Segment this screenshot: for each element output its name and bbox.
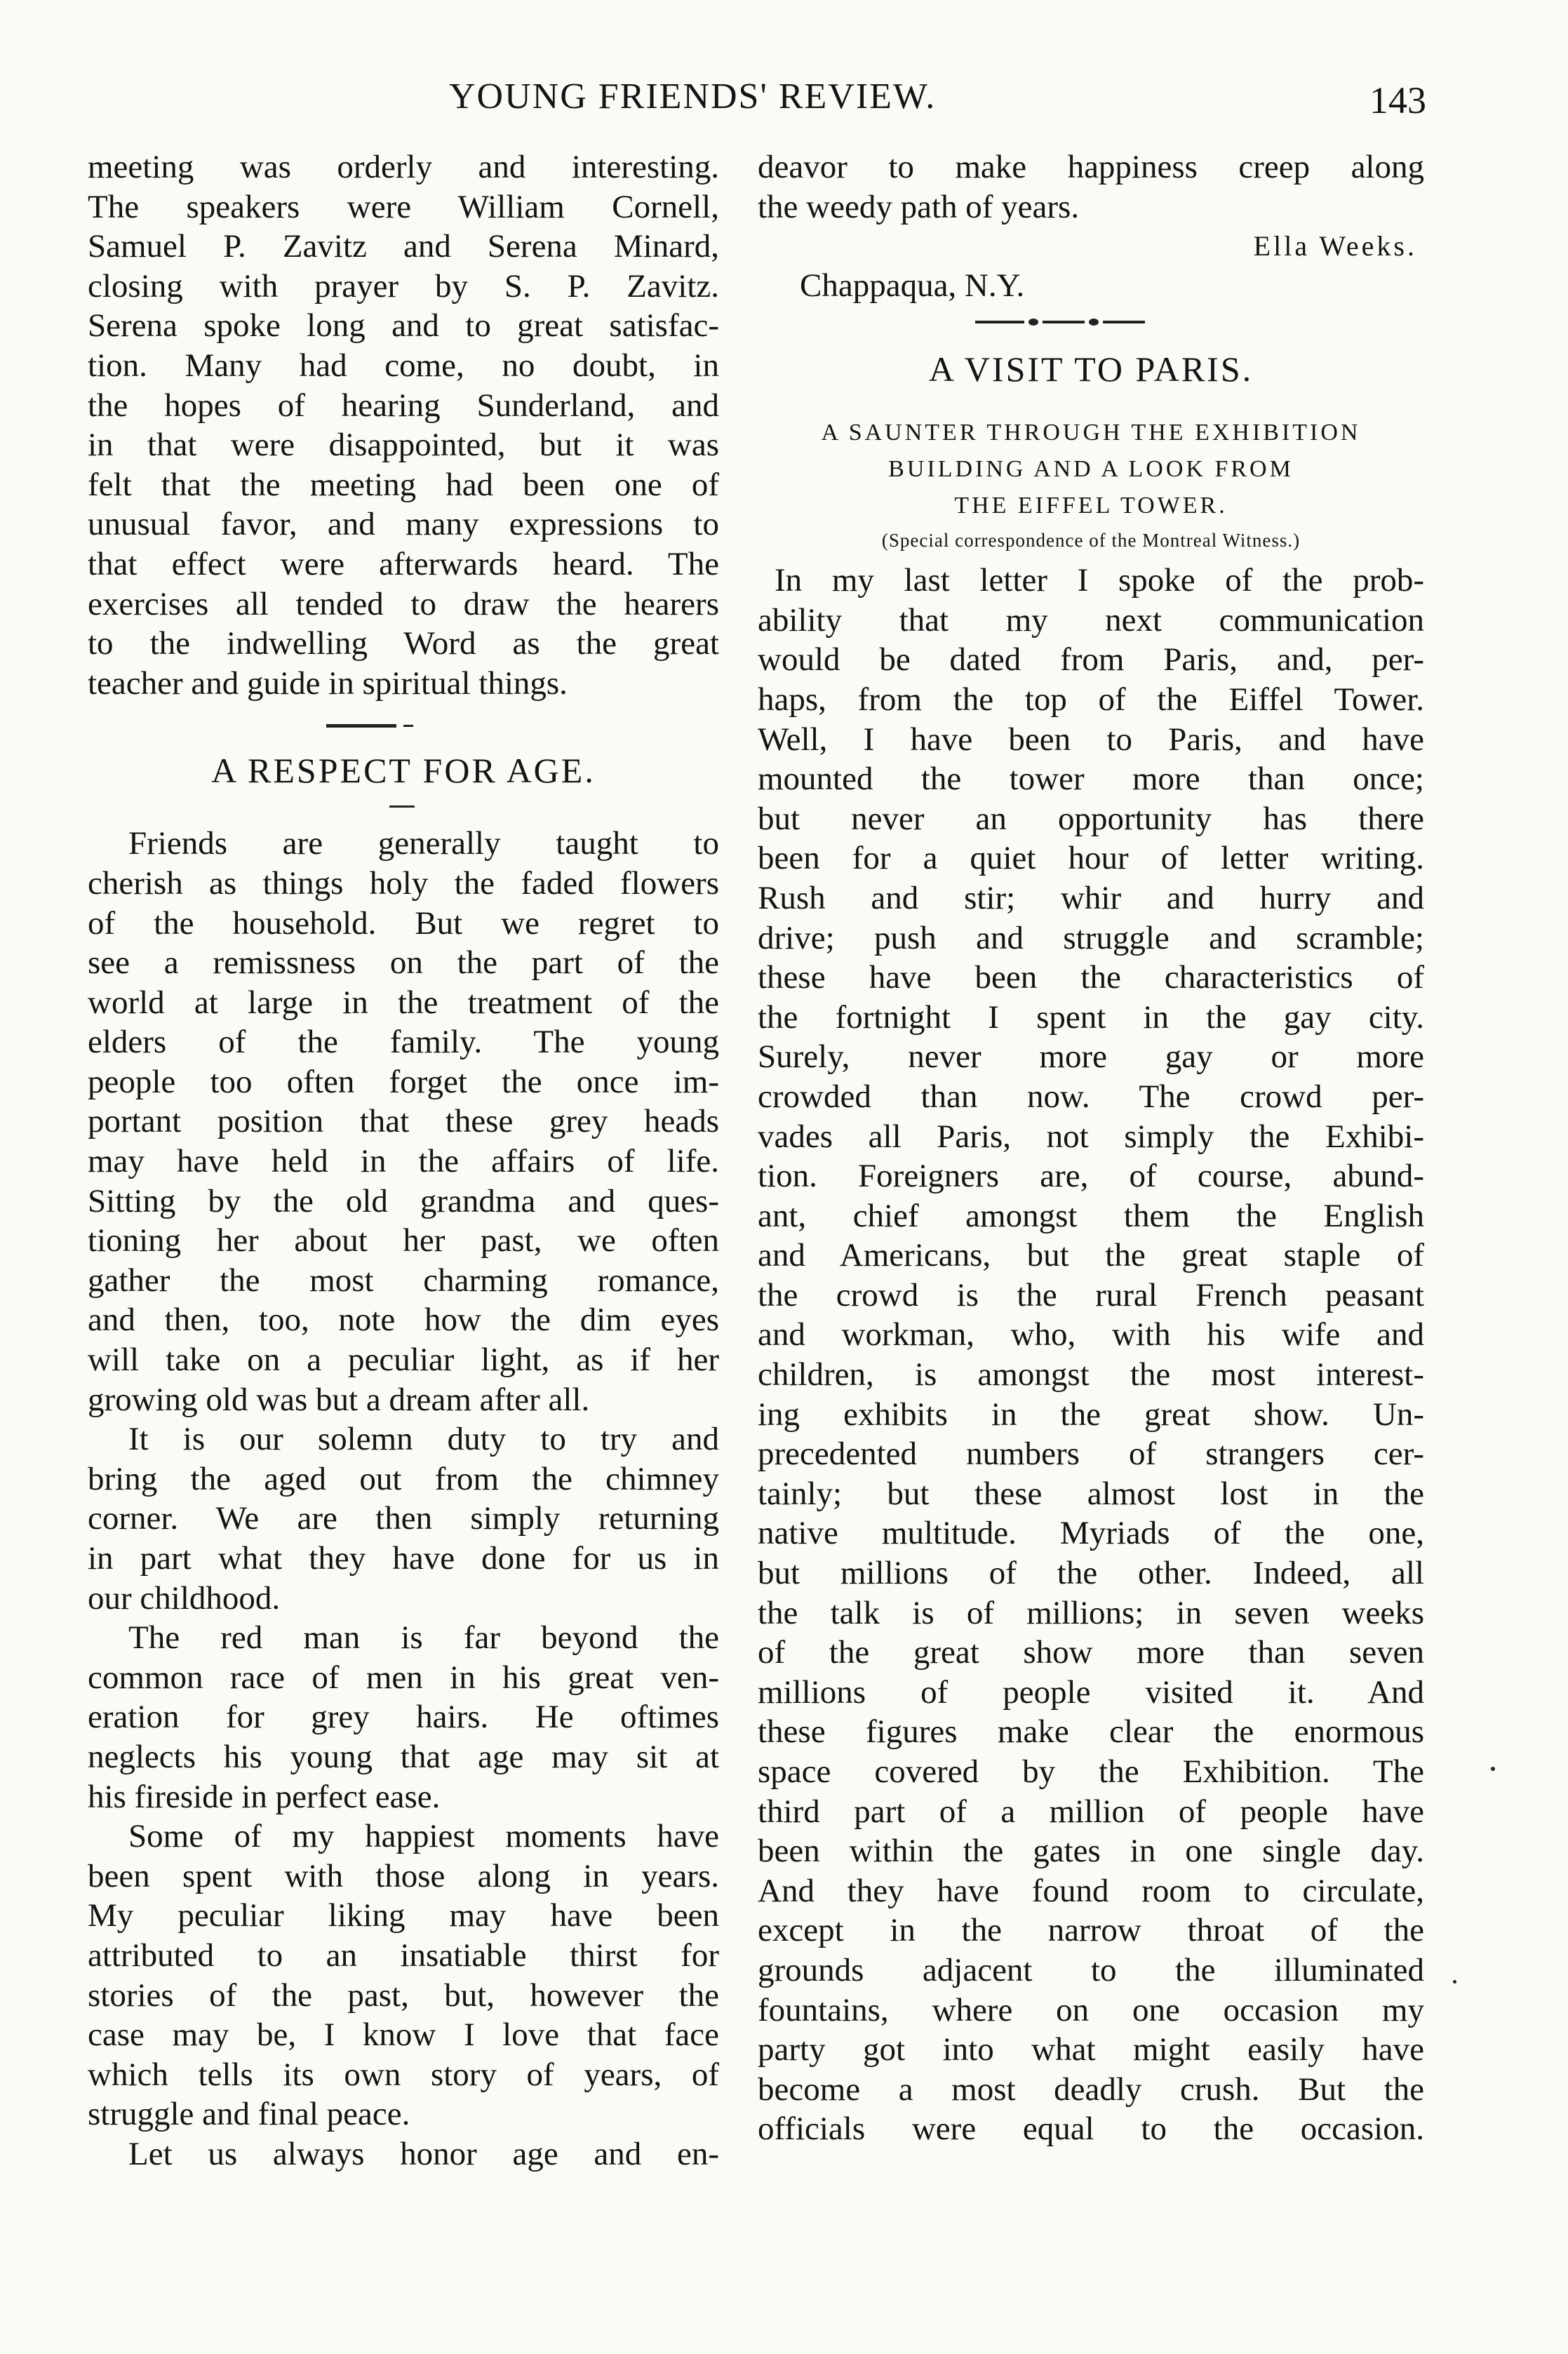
divider-stroke: [389, 805, 415, 808]
text-line: common race of men in his great ven-: [88, 1659, 719, 1696]
text-line: the weedy path of years.: [758, 188, 1080, 225]
text-line: The red man is far beyond the: [128, 1619, 719, 1657]
text-line: which tells its own story of years, of: [88, 2056, 719, 2093]
subtitle-line: BUILDING AND A LOOK FROM: [888, 456, 1294, 483]
text-line: become a most deadly crush. But the: [758, 2071, 1424, 2108]
page-number: 143: [1369, 79, 1426, 121]
right-column: [758, 147, 1424, 2149]
text-line: would be dated from Paris, and, per-: [758, 641, 1424, 678]
text-line: but never an opportunity has there: [758, 800, 1424, 837]
divider-stroke: [1089, 319, 1099, 326]
text-line: been spent with those along in years.: [88, 1857, 719, 1894]
text-line: deavor to make happiness creep along: [758, 149, 1424, 185]
text-line: been for a quiet hour of letter writing.: [758, 840, 1424, 877]
margin-speck: [1453, 1980, 1456, 1984]
text-line: Let us always honor age and en-: [128, 2135, 719, 2172]
running-head: [0, 76, 1568, 132]
text-line: and workman, who, with his wife and: [758, 1316, 1424, 1353]
article-body: [758, 561, 1424, 2149]
section-divider: [88, 703, 719, 745]
text-line: gather the most charming romance,: [88, 1262, 719, 1299]
text-line: that effect were afterwards heard. The: [88, 545, 719, 582]
text-line: drive; push and struggle and scramble;: [758, 919, 1424, 956]
text-line: ant, chief amongst them the English: [758, 1197, 1424, 1234]
text-line: except in the narrow throat of the: [758, 1912, 1424, 1949]
text-line: cherish as things holy the faded flowers: [88, 864, 719, 902]
text-line: vades all Paris, not simply the Exhibi-: [758, 1118, 1424, 1155]
text-line: bring the aged out from the chimney: [88, 1460, 719, 1497]
text-line: portant position that these grey heads: [88, 1103, 719, 1140]
text-line: millions of people visited it. And: [758, 1673, 1424, 1711]
text-line: ing exhibits in the great show. Un-: [758, 1396, 1424, 1433]
text-line: tainly; but these almost lost in the: [758, 1475, 1424, 1512]
text-line: and then, too, note how the dim eyes: [88, 1302, 719, 1339]
title-underline: [88, 796, 719, 824]
left-para-2: [88, 824, 719, 1419]
text-line: Some of my happiest moments have: [128, 1818, 719, 1855]
text-line: In my last letter I spoke of the prob-: [775, 562, 1424, 599]
text-line: attributed to an insatiable thirst for: [88, 1937, 719, 1974]
text-line: unusual favor, and many expressions to: [88, 506, 719, 543]
text-line: the hopes of hearing Sunderland, and: [88, 387, 719, 424]
text-line: in that were disappointed, but it was: [88, 427, 719, 464]
left-para-5: [88, 1817, 719, 2134]
left-para-3: [88, 1419, 719, 1618]
text-line: tioning her about her past, we often: [88, 1222, 719, 1259]
text-line: Sitting by the old grandma and ques-: [88, 1182, 719, 1219]
text-line: precedented numbers of strangers cer-: [758, 1436, 1424, 1473]
divider-stroke: [975, 321, 1024, 323]
text-line: neglects his young that age may sit at: [88, 1738, 719, 1775]
text-line: corner. We are then simply returning: [88, 1500, 719, 1537]
text-line: The speakers were William Cornell,: [88, 188, 719, 225]
text-line: Friends are generally taught to: [128, 825, 719, 862]
section-divider: [758, 305, 1424, 339]
author-signature: Ella Weeks.: [1253, 230, 1417, 262]
text-line: Serena spoke long and to great satisfac-: [88, 307, 719, 345]
text-line: tion. Many had come, no doubt, in: [88, 347, 719, 384]
text-line: struggle and final peace.: [88, 2096, 410, 2133]
divider-stroke: [1103, 321, 1145, 323]
article-subtitle: [758, 415, 1424, 524]
text-line: space covered by the Exhibition. The: [758, 1753, 1424, 1790]
text-line: may have held in the affairs of life.: [88, 1143, 719, 1180]
text-line: in part what they have done for us in: [88, 1540, 719, 1577]
text-line: meeting was orderly and interesting.: [88, 149, 719, 185]
spacer: [758, 399, 1424, 415]
text-line: mounted the tower more than once;: [758, 761, 1424, 798]
section-title: A RESPECT FOR AGE.: [211, 751, 596, 791]
left-column: [88, 147, 719, 2174]
text-line: his fireside in perfect ease.: [88, 1778, 441, 1815]
text-line: My peculiar liking may have been: [88, 1897, 719, 1934]
text-line: officials were equal to the occasion.: [758, 2111, 1424, 2148]
text-line: of the great show more than seven: [758, 1634, 1424, 1671]
text-line: of the household. But we regret to: [88, 904, 719, 942]
subtitle-line: THE EIFFEL TOWER.: [954, 493, 1228, 519]
left-para-6: [88, 2134, 719, 2174]
text-line: will take on a peculiar light, as if her: [88, 1342, 719, 1379]
text-line: the fortnight I spent in the gay city.: [758, 998, 1424, 1036]
text-line: haps, from the top of the Eiffel Tower.: [758, 681, 1424, 718]
text-line: party got into what might easily have: [758, 2031, 1424, 2068]
text-line: world at large in the treatment of the: [88, 984, 719, 1021]
text-line: eration for grey hairs. He oftimes: [88, 1699, 719, 1736]
text-line: closing with prayer by S. P. Zavitz.: [88, 267, 719, 305]
subtitle-line: A SAUNTER THROUGH THE EXHIBITION: [821, 420, 1361, 446]
text-line: grounds adjacent to the illuminated: [758, 1951, 1424, 1988]
text-line: Surely, never more gay or more: [758, 1038, 1424, 1076]
text-line: native multitude. Myriads of the one,: [758, 1515, 1424, 1552]
left-para-1: [88, 147, 719, 703]
text-line: stories of the past, but, however the: [88, 1977, 719, 2014]
text-line: but millions of the other. Indeed, all: [758, 1555, 1424, 1592]
divider-stroke: [403, 725, 413, 727]
text-line: case may be, I know I love that face: [88, 2017, 719, 2054]
text-line: children, is amongst the most interest-: [758, 1356, 1424, 1393]
text-line: people too often forget the once im-: [88, 1063, 719, 1100]
text-line: ability that my next communication: [758, 601, 1424, 638]
text-line: growing old was but a dream after all.: [88, 1381, 590, 1418]
text-line: It is our solemn duty to try and: [128, 1421, 719, 1458]
text-line: Well, I have been to Paris, and have: [758, 721, 1424, 758]
text-line: to the indwelling Word as the great: [88, 625, 719, 662]
text-line: exercises all tended to draw the hearers: [88, 585, 719, 622]
text-line: these figures make clear the enormous: [758, 1713, 1424, 1751]
text-line: the talk is of millions; in seven weeks: [758, 1594, 1424, 1631]
text-line: Samuel P. Zavitz and Serena Minard,: [88, 228, 719, 265]
divider-stroke: [1043, 321, 1085, 323]
divider-stroke: [1028, 319, 1038, 326]
text-line: been within the gates in one single day.: [758, 1833, 1424, 1870]
text-line: fountains, where on one occasion my: [758, 1991, 1424, 2028]
text-line: tion. Foreigners are, of course, abund-: [758, 1158, 1424, 1195]
text-line: felt that the meeting had been one of: [88, 466, 719, 503]
text-line: our childhood.: [88, 1579, 281, 1617]
running-title: YOUNG FRIENDS' REVIEW.: [449, 76, 937, 116]
text-line: crowded than now. The crowd per-: [758, 1078, 1424, 1115]
text-line: the crowd is the rural French peasant: [758, 1276, 1424, 1313]
text-line: elders of the family. The young: [88, 1024, 719, 1061]
article-title: A VISIT TO PARIS.: [928, 349, 1254, 389]
attribution: (Special correspondence of the Montreal Witness.): [881, 530, 1301, 551]
text-line: Rush and stir; whir and hurry and: [758, 879, 1424, 916]
text-line: teacher and guide in spiritual things.: [88, 664, 568, 702]
right-para-1: [758, 147, 1424, 227]
divider-stroke: [326, 724, 396, 728]
author-place: Chappaqua, N.Y.: [800, 267, 1025, 305]
text-line: and Americans, but the great staple of: [758, 1237, 1424, 1274]
text-line: third part of a million of people have: [758, 1793, 1424, 1830]
margin-speck: [1491, 1767, 1495, 1771]
left-para-4: [88, 1618, 719, 1817]
text-line: see a remissness on the part of the: [88, 944, 719, 982]
text-line: And they have found room to circulate,: [758, 1872, 1424, 1909]
text-line: these have been the characteristics of: [758, 959, 1424, 996]
